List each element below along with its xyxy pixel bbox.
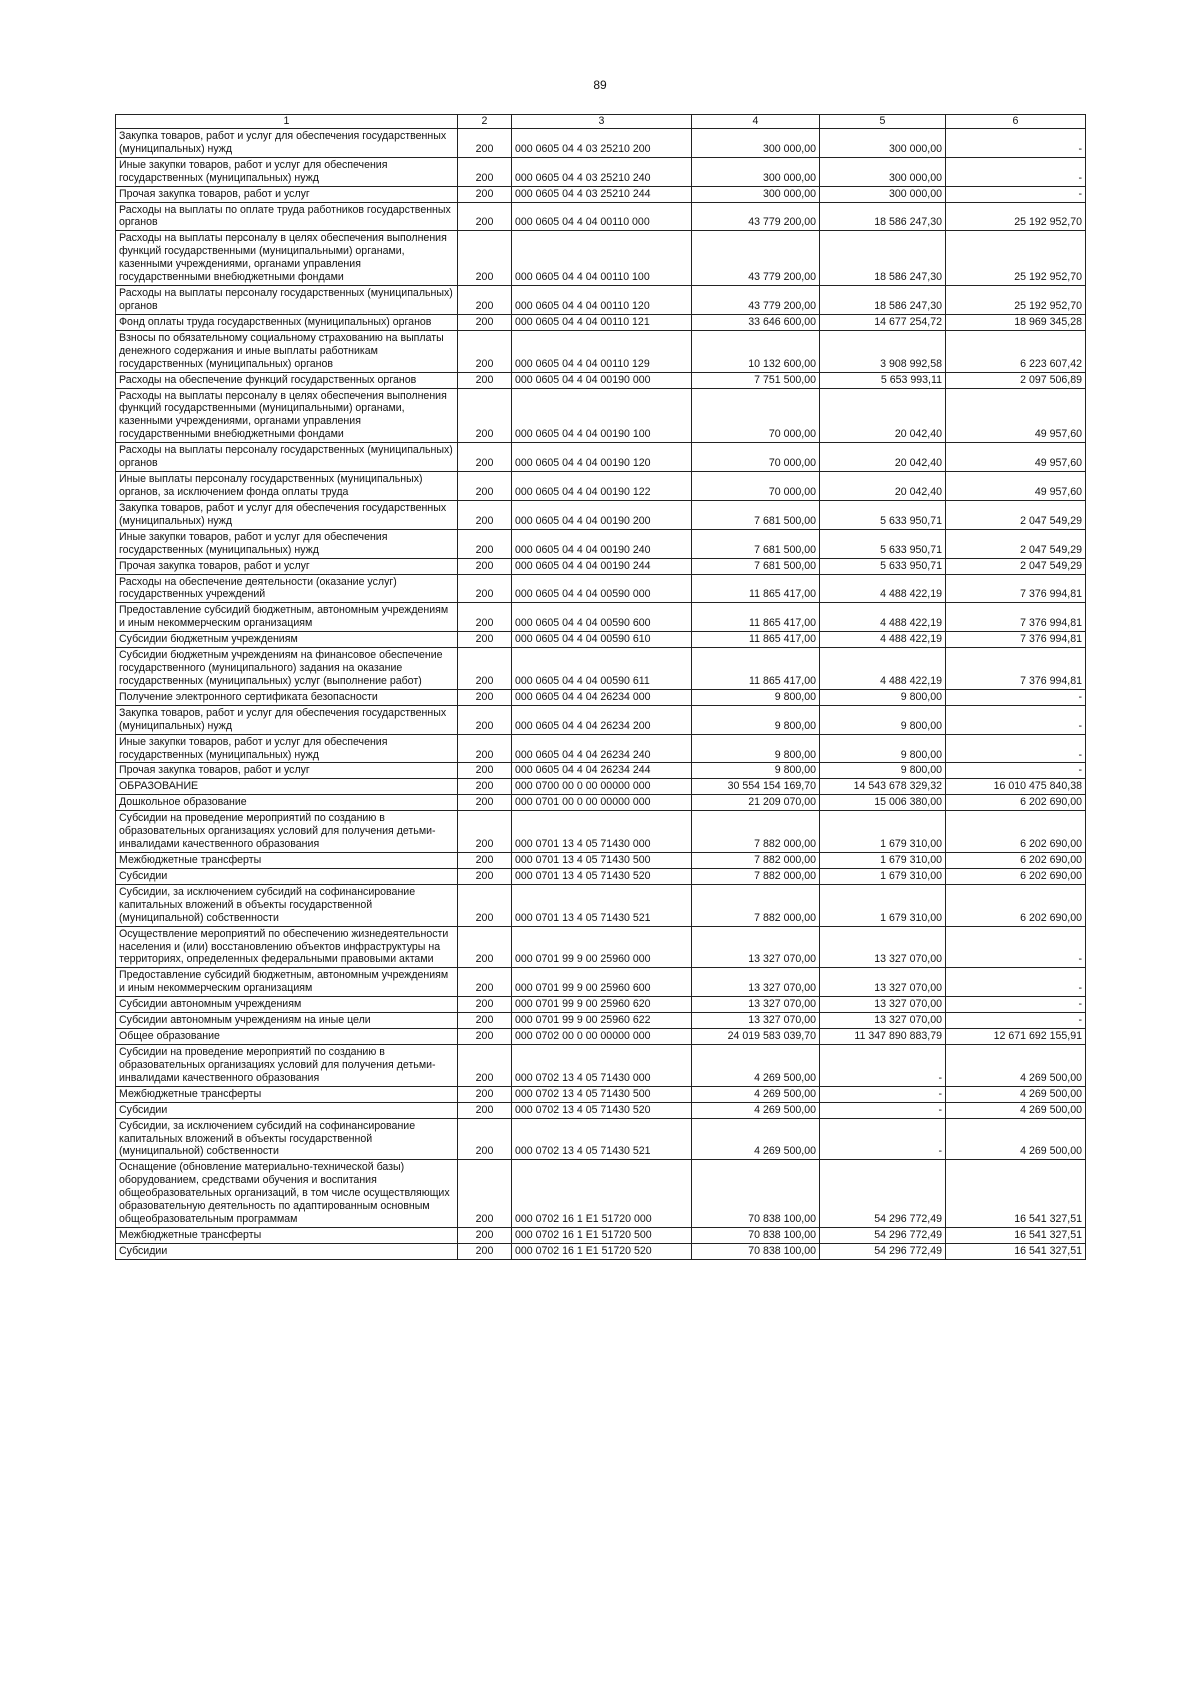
row-classification-code-cell: 000 0605 04 4 04 00590 610 [512,632,692,648]
row-approved-amount-cell: 300 000,00 [692,128,820,157]
row-unexecuted-amount-cell: 49 957,60 [946,388,1086,443]
row-classification-code-cell: 000 0702 00 0 00 00000 000 [512,1029,692,1045]
row-approved-amount-cell: 7 882 000,00 [692,868,820,884]
table-row [116,472,1086,501]
row-classification-code-cell: 000 0605 04 4 04 00590 611 [512,648,692,690]
row-code-cell: 200 [458,500,512,529]
row-classification-code-cell: 000 0605 04 4 04 26234 000 [512,689,692,705]
row-name-cell: Взносы по обязательному социальному страхованию на выплаты денежного содержания и иные выплаты работникам государственных (муниципальных) органов [116,330,458,372]
row-approved-amount-cell: 70 838 100,00 [692,1227,820,1243]
row-unexecuted-amount-cell: 12 671 692 155,91 [946,1029,1086,1045]
row-name-cell: Закупка товаров, работ и услуг для обеспечения государственных (муниципальных) нужд [116,128,458,157]
table-row [116,779,1086,795]
row-classification-code-cell: 000 0605 04 4 03 25210 244 [512,186,692,202]
row-unexecuted-amount-cell: 4 269 500,00 [946,1045,1086,1087]
row-approved-amount-cell: 7 882 000,00 [692,811,820,853]
row-classification-code-cell: 000 0702 16 1 E1 51720 520 [512,1243,692,1259]
row-approved-amount-cell: 7 882 000,00 [692,884,820,926]
row-name-cell: Субсидии автономным учреждениям [116,997,458,1013]
table-row [116,1227,1086,1243]
row-unexecuted-amount-cell: - [946,734,1086,763]
row-code-cell: 200 [458,1013,512,1029]
table-row [116,186,1086,202]
row-unexecuted-amount-cell: - [946,1013,1086,1029]
row-classification-code-cell: 000 0701 00 0 00 00000 000 [512,795,692,811]
row-approved-amount-cell: 11 865 417,00 [692,632,820,648]
row-classification-code-cell: 000 0701 99 9 00 25960 600 [512,968,692,997]
row-classification-code-cell: 000 0605 04 4 04 26234 200 [512,705,692,734]
row-name-cell: Субсидии, за исключением субсидий на софинансирование капитальных вложений в объекты государственной (муниципальной) собственности [116,884,458,926]
row-name-cell: Расходы на выплаты персоналу государственных (муниципальных) органов [116,286,458,315]
row-executed-amount-cell: - [820,1045,946,1087]
row-name-cell: Предоставление субсидий бюджетным, автономным учреждениям и иным некоммерческим организациям [116,603,458,632]
row-executed-amount-cell: 4 488 422,19 [820,574,946,603]
column-header-5: 5 [820,115,946,129]
row-unexecuted-amount-cell: 2 047 549,29 [946,529,1086,558]
row-classification-code-cell: 000 0701 13 4 05 71430 000 [512,811,692,853]
row-classification-code-cell: 000 0605 04 4 03 25210 200 [512,128,692,157]
column-header-3: 3 [512,115,692,129]
row-executed-amount-cell: 13 327 070,00 [820,997,946,1013]
row-code-cell: 200 [458,372,512,388]
table-header [116,115,1086,129]
row-approved-amount-cell: 4 269 500,00 [692,1102,820,1118]
table-row [116,128,1086,157]
row-name-cell: Субсидии на проведение мероприятий по созданию в образовательных организациях условий для получения детьми-инвалидами качественного образования [116,811,458,853]
row-classification-code-cell: 000 0702 13 4 05 71430 000 [512,1045,692,1087]
row-code-cell: 200 [458,1102,512,1118]
row-executed-amount-cell: 54 296 772,49 [820,1243,946,1259]
row-unexecuted-amount-cell: 6 202 690,00 [946,868,1086,884]
row-executed-amount-cell: 20 042,40 [820,443,946,472]
table-row [116,884,1086,926]
row-approved-amount-cell: 10 132 600,00 [692,330,820,372]
row-code-cell: 200 [458,314,512,330]
row-code-cell: 200 [458,1118,512,1160]
row-classification-code-cell: 000 0701 99 9 00 25960 620 [512,997,692,1013]
page-number: 89 [593,78,607,92]
row-classification-code-cell: 000 0702 13 4 05 71430 521 [512,1118,692,1160]
row-executed-amount-cell: 9 800,00 [820,705,946,734]
row-approved-amount-cell: 70 838 100,00 [692,1160,820,1228]
row-unexecuted-amount-cell: 25 192 952,70 [946,286,1086,315]
row-approved-amount-cell: 21 209 070,00 [692,795,820,811]
row-name-cell: Субсидии, за исключением субсидий на софинансирование капитальных вложений в объекты государственной (муниципальной) собственности [116,1118,458,1160]
table-row [116,330,1086,372]
row-classification-code-cell: 000 0701 13 4 05 71430 521 [512,884,692,926]
row-name-cell: Прочая закупка товаров, работ и услуг [116,763,458,779]
row-executed-amount-cell: 5 633 950,71 [820,529,946,558]
row-code-cell: 200 [458,868,512,884]
row-unexecuted-amount-cell: 4 269 500,00 [946,1102,1086,1118]
row-name-cell: Оснащение (обновление материально-технической базы) оборудованием, средствами обучения и воспитания общеобразовательных организаций, в том числе осуществляющих образовательную деятельность по адаптированным основным общеобразовательным программам [116,1160,458,1228]
table-row [116,314,1086,330]
table-row [116,1102,1086,1118]
row-name-cell: Субсидии бюджетным учреждениям [116,632,458,648]
row-approved-amount-cell: 43 779 200,00 [692,202,820,231]
row-executed-amount-cell: 4 488 422,19 [820,648,946,690]
row-classification-code-cell: 000 0701 99 9 00 25960 000 [512,926,692,968]
row-classification-code-cell: 000 0605 04 4 04 00590 600 [512,603,692,632]
table-row [116,529,1086,558]
table-row [116,795,1086,811]
row-approved-amount-cell: 7 882 000,00 [692,853,820,869]
row-code-cell: 200 [458,157,512,186]
row-classification-code-cell: 000 0605 04 4 04 00190 000 [512,372,692,388]
row-executed-amount-cell: 1 679 310,00 [820,853,946,869]
row-unexecuted-amount-cell: 2 047 549,29 [946,500,1086,529]
table-row [116,157,1086,186]
row-executed-amount-cell: 18 586 247,30 [820,231,946,286]
row-name-cell: Расходы на обеспечение функций государственных органов [116,372,458,388]
row-executed-amount-cell: 54 296 772,49 [820,1160,946,1228]
table-row [116,388,1086,443]
row-name-cell: Дошкольное образование [116,795,458,811]
row-name-cell: Закупка товаров, работ и услуг для обеспечения государственных (муниципальных) нужд [116,705,458,734]
row-unexecuted-amount-cell: - [946,705,1086,734]
row-code-cell: 200 [458,1086,512,1102]
table-row [116,763,1086,779]
row-name-cell: Получение электронного сертификата безопасности [116,689,458,705]
row-name-cell: Расходы на выплаты персоналу государственных (муниципальных) органов [116,443,458,472]
row-code-cell: 200 [458,330,512,372]
row-code-cell: 200 [458,795,512,811]
row-unexecuted-amount-cell: - [946,968,1086,997]
row-code-cell: 200 [458,286,512,315]
row-unexecuted-amount-cell: 6 202 690,00 [946,811,1086,853]
row-classification-code-cell: 000 0605 04 4 04 00110 129 [512,330,692,372]
row-unexecuted-amount-cell: - [946,926,1086,968]
row-classification-code-cell: 000 0605 04 4 04 00190 100 [512,388,692,443]
row-unexecuted-amount-cell: 6 202 690,00 [946,853,1086,869]
table-row [116,443,1086,472]
row-executed-amount-cell: 1 679 310,00 [820,811,946,853]
row-approved-amount-cell: 11 865 417,00 [692,603,820,632]
row-name-cell: Иные закупки товаров, работ и услуг для обеспечения государственных (муниципальных) нужд [116,529,458,558]
row-name-cell: Межбюджетные трансферты [116,853,458,869]
table-row [116,926,1086,968]
table-row [116,1013,1086,1029]
row-approved-amount-cell: 70 838 100,00 [692,1243,820,1259]
row-name-cell: Закупка товаров, работ и услуг для обеспечения государственных (муниципальных) нужд [116,500,458,529]
row-executed-amount-cell: 4 488 422,19 [820,632,946,648]
row-approved-amount-cell: 9 800,00 [692,689,820,705]
row-code-cell: 200 [458,558,512,574]
row-code-cell: 200 [458,186,512,202]
table-row [116,689,1086,705]
row-classification-code-cell: 000 0702 16 1 E1 51720 000 [512,1160,692,1228]
row-code-cell: 200 [458,603,512,632]
row-classification-code-cell: 000 0701 99 9 00 25960 622 [512,1013,692,1029]
row-unexecuted-amount-cell: 16 541 327,51 [946,1243,1086,1259]
row-executed-amount-cell: 1 679 310,00 [820,884,946,926]
table-row [116,1243,1086,1259]
table-row [116,231,1086,286]
row-name-cell: Субсидии на проведение мероприятий по созданию в образовательных организациях условий для получения детьми-инвалидами качественного образования [116,1045,458,1087]
row-unexecuted-amount-cell: 16 541 327,51 [946,1160,1086,1228]
row-approved-amount-cell: 11 865 417,00 [692,648,820,690]
row-executed-amount-cell: 4 488 422,19 [820,603,946,632]
row-classification-code-cell: 000 0605 04 4 04 00590 000 [512,574,692,603]
row-name-cell: Межбюджетные трансферты [116,1086,458,1102]
row-classification-code-cell: 000 0605 04 4 04 00190 122 [512,472,692,501]
row-classification-code-cell: 000 0701 13 4 05 71430 500 [512,853,692,869]
row-classification-code-cell: 000 0605 04 4 04 00110 121 [512,314,692,330]
row-name-cell: Прочая закупка товаров, работ и услуг [116,186,458,202]
row-approved-amount-cell: 300 000,00 [692,157,820,186]
row-classification-code-cell: 000 0605 04 4 04 00110 000 [512,202,692,231]
row-executed-amount-cell: - [820,1102,946,1118]
row-name-cell: Субсидии [116,1102,458,1118]
row-executed-amount-cell: - [820,1086,946,1102]
table-row [116,500,1086,529]
row-classification-code-cell: 000 0701 13 4 05 71430 520 [512,868,692,884]
row-classification-code-cell: 000 0605 04 4 04 00110 120 [512,286,692,315]
row-approved-amount-cell: 13 327 070,00 [692,968,820,997]
row-classification-code-cell: 000 0605 04 4 04 00190 240 [512,529,692,558]
row-executed-amount-cell: 20 042,40 [820,472,946,501]
row-executed-amount-cell: 9 800,00 [820,734,946,763]
row-name-cell: Иные выплаты персоналу государственных (муниципальных) органов, за исключением фонда оплаты труда [116,472,458,501]
row-approved-amount-cell: 70 000,00 [692,443,820,472]
row-name-cell: Субсидии автономным учреждениям на иные цели [116,1013,458,1029]
row-unexecuted-amount-cell: 7 376 994,81 [946,632,1086,648]
row-approved-amount-cell: 13 327 070,00 [692,997,820,1013]
row-unexecuted-amount-cell: 25 192 952,70 [946,202,1086,231]
row-name-cell: Общее образование [116,1029,458,1045]
table-row [116,574,1086,603]
table-row [116,1086,1086,1102]
row-approved-amount-cell: 13 327 070,00 [692,926,820,968]
row-unexecuted-amount-cell: - [946,157,1086,186]
column-header-2: 2 [458,115,512,129]
table-row [116,1160,1086,1228]
row-name-cell: Расходы на выплаты по оплате труда работников государственных органов [116,202,458,231]
row-unexecuted-amount-cell: 49 957,60 [946,472,1086,501]
row-classification-code-cell: 000 0605 04 4 04 00110 100 [512,231,692,286]
row-name-cell: Субсидии [116,1243,458,1259]
row-approved-amount-cell: 43 779 200,00 [692,231,820,286]
table-row [116,1118,1086,1160]
row-code-cell: 200 [458,632,512,648]
row-executed-amount-cell: 18 586 247,30 [820,286,946,315]
row-executed-amount-cell: 300 000,00 [820,186,946,202]
row-approved-amount-cell: 9 800,00 [692,734,820,763]
row-name-cell: Межбюджетные трансферты [116,1227,458,1243]
row-unexecuted-amount-cell: 7 376 994,81 [946,574,1086,603]
row-name-cell: Предоставление субсидий бюджетным, автономным учреждениям и иным некоммерческим организациям [116,968,458,997]
row-code-cell: 200 [458,1160,512,1228]
row-executed-amount-cell: 9 800,00 [820,689,946,705]
row-executed-amount-cell: 5 633 950,71 [820,558,946,574]
row-code-cell: 200 [458,128,512,157]
row-unexecuted-amount-cell: - [946,763,1086,779]
row-approved-amount-cell: 24 019 583 039,70 [692,1029,820,1045]
row-unexecuted-amount-cell: 16 541 327,51 [946,1227,1086,1243]
row-code-cell: 200 [458,1029,512,1045]
row-approved-amount-cell: 7 681 500,00 [692,529,820,558]
row-code-cell: 200 [458,574,512,603]
row-code-cell: 200 [458,734,512,763]
row-classification-code-cell: 000 0702 13 4 05 71430 520 [512,1102,692,1118]
row-unexecuted-amount-cell: - [946,128,1086,157]
row-unexecuted-amount-cell: 2 047 549,29 [946,558,1086,574]
row-code-cell: 200 [458,689,512,705]
row-unexecuted-amount-cell: 4 269 500,00 [946,1118,1086,1160]
row-code-cell: 200 [458,1227,512,1243]
row-code-cell: 200 [458,853,512,869]
row-code-cell: 200 [458,202,512,231]
row-executed-amount-cell: 9 800,00 [820,763,946,779]
row-classification-code-cell: 000 0605 04 4 04 00190 120 [512,443,692,472]
row-classification-code-cell: 000 0605 04 4 04 00190 244 [512,558,692,574]
column-header-1: 1 [116,115,458,129]
table-row [116,734,1086,763]
row-approved-amount-cell: 30 554 154 169,70 [692,779,820,795]
table-row [116,997,1086,1013]
row-name-cell: Прочая закупка товаров, работ и услуг [116,558,458,574]
row-approved-amount-cell: 4 269 500,00 [692,1045,820,1087]
row-approved-amount-cell: 33 646 600,00 [692,314,820,330]
row-unexecuted-amount-cell: 7 376 994,81 [946,603,1086,632]
row-code-cell: 200 [458,763,512,779]
row-name-cell: Фонд оплаты труда государственных (муниципальных) органов [116,314,458,330]
row-unexecuted-amount-cell: 18 969 345,28 [946,314,1086,330]
row-approved-amount-cell: 11 865 417,00 [692,574,820,603]
row-code-cell: 200 [458,926,512,968]
row-code-cell: 200 [458,388,512,443]
row-approved-amount-cell: 13 327 070,00 [692,1013,820,1029]
table-row [116,811,1086,853]
row-approved-amount-cell: 9 800,00 [692,705,820,734]
row-unexecuted-amount-cell: - [946,689,1086,705]
row-code-cell: 200 [458,231,512,286]
row-approved-amount-cell: 4 269 500,00 [692,1118,820,1160]
row-name-cell: Иные закупки товаров, работ и услуг для обеспечения государственных (муниципальных) нужд [116,734,458,763]
row-code-cell: 200 [458,648,512,690]
row-name-cell: Субсидии бюджетным учреждениям на финансовое обеспечение государственного (муниципального) задания на оказание государственных (муниципальных) услуг (выполнение работ) [116,648,458,690]
row-unexecuted-amount-cell: 16 010 475 840,38 [946,779,1086,795]
row-classification-code-cell: 000 0702 16 1 E1 51720 500 [512,1227,692,1243]
row-executed-amount-cell: 300 000,00 [820,128,946,157]
table-row [116,968,1086,997]
table-row [116,853,1086,869]
row-code-cell: 200 [458,443,512,472]
row-name-cell: Субсидии [116,868,458,884]
table-row [116,286,1086,315]
row-executed-amount-cell: 54 296 772,49 [820,1227,946,1243]
row-executed-amount-cell: 5 633 950,71 [820,500,946,529]
row-approved-amount-cell: 70 000,00 [692,472,820,501]
row-unexecuted-amount-cell: 6 202 690,00 [946,884,1086,926]
row-name-cell: Осуществление мероприятий по обеспечению жизнедеятельности населения и (или) восстановлению объектов инфраструктуры на территориях, определенных федеральными правовыми актами [116,926,458,968]
row-classification-code-cell: 000 0700 00 0 00 00000 000 [512,779,692,795]
budget-table [115,114,1086,1260]
row-executed-amount-cell: 3 908 992,58 [820,330,946,372]
row-unexecuted-amount-cell: - [946,186,1086,202]
row-executed-amount-cell: 18 586 247,30 [820,202,946,231]
table-row [116,1029,1086,1045]
row-approved-amount-cell: 43 779 200,00 [692,286,820,315]
row-unexecuted-amount-cell: 49 957,60 [946,443,1086,472]
table-row [116,558,1086,574]
row-unexecuted-amount-cell: 2 097 506,89 [946,372,1086,388]
table-body [116,128,1086,1259]
row-approved-amount-cell: 300 000,00 [692,186,820,202]
row-name-cell: Иные закупки товаров, работ и услуг для обеспечения государственных (муниципальных) нужд [116,157,458,186]
row-executed-amount-cell: 20 042,40 [820,388,946,443]
row-name-cell: Расходы на выплаты персоналу в целях обеспечения выполнения функций государственными (муниципальными) органами, казенными учреждениями, органами управления государственными внебюджетными фондами [116,231,458,286]
table-row [116,603,1086,632]
row-executed-amount-cell: 300 000,00 [820,157,946,186]
row-approved-amount-cell: 7 751 500,00 [692,372,820,388]
row-executed-amount-cell: 15 006 380,00 [820,795,946,811]
row-classification-code-cell: 000 0605 04 4 04 00190 200 [512,500,692,529]
row-executed-amount-cell: 14 543 678 329,32 [820,779,946,795]
row-executed-amount-cell: - [820,1118,946,1160]
row-unexecuted-amount-cell: 25 192 952,70 [946,231,1086,286]
row-executed-amount-cell: 13 327 070,00 [820,926,946,968]
table-row [116,372,1086,388]
row-unexecuted-amount-cell: 6 223 607,42 [946,330,1086,372]
row-name-cell: Расходы на обеспечение деятельности (оказание услуг) государственных учреждений [116,574,458,603]
row-code-cell: 200 [458,1045,512,1087]
row-approved-amount-cell: 7 681 500,00 [692,500,820,529]
row-unexecuted-amount-cell: 4 269 500,00 [946,1086,1086,1102]
row-unexecuted-amount-cell: 7 376 994,81 [946,648,1086,690]
table-row [116,648,1086,690]
table-row [116,1045,1086,1087]
row-classification-code-cell: 000 0605 04 4 04 26234 240 [512,734,692,763]
row-name-cell: Расходы на выплаты персоналу в целях обеспечения выполнения функций государственными (муниципальными) органами, казенными учреждениями, органами управления государственными внебюджетными фондами [116,388,458,443]
column-header-6: 6 [946,115,1086,129]
row-executed-amount-cell: 13 327 070,00 [820,1013,946,1029]
table-row [116,202,1086,231]
row-executed-amount-cell: 5 653 993,11 [820,372,946,388]
row-code-cell: 200 [458,705,512,734]
row-code-cell: 200 [458,1243,512,1259]
row-executed-amount-cell: 13 327 070,00 [820,968,946,997]
row-approved-amount-cell: 9 800,00 [692,763,820,779]
row-code-cell: 200 [458,529,512,558]
row-approved-amount-cell: 7 681 500,00 [692,558,820,574]
row-code-cell: 200 [458,997,512,1013]
column-header-4: 4 [692,115,820,129]
row-executed-amount-cell: 11 347 890 883,79 [820,1029,946,1045]
row-name-cell: ОБРАЗОВАНИЕ [116,779,458,795]
row-approved-amount-cell: 4 269 500,00 [692,1086,820,1102]
row-approved-amount-cell: 70 000,00 [692,388,820,443]
row-executed-amount-cell: 14 677 254,72 [820,314,946,330]
row-code-cell: 200 [458,472,512,501]
table-row [116,705,1086,734]
row-classification-code-cell: 000 0605 04 4 03 25210 240 [512,157,692,186]
table-row [116,868,1086,884]
row-code-cell: 200 [458,811,512,853]
row-code-cell: 200 [458,968,512,997]
row-code-cell: 200 [458,884,512,926]
row-classification-code-cell: 000 0702 13 4 05 71430 500 [512,1086,692,1102]
table-row [116,632,1086,648]
row-code-cell: 200 [458,779,512,795]
row-unexecuted-amount-cell: - [946,997,1086,1013]
row-unexecuted-amount-cell: 6 202 690,00 [946,795,1086,811]
row-classification-code-cell: 000 0605 04 4 04 26234 244 [512,763,692,779]
row-executed-amount-cell: 1 679 310,00 [820,868,946,884]
